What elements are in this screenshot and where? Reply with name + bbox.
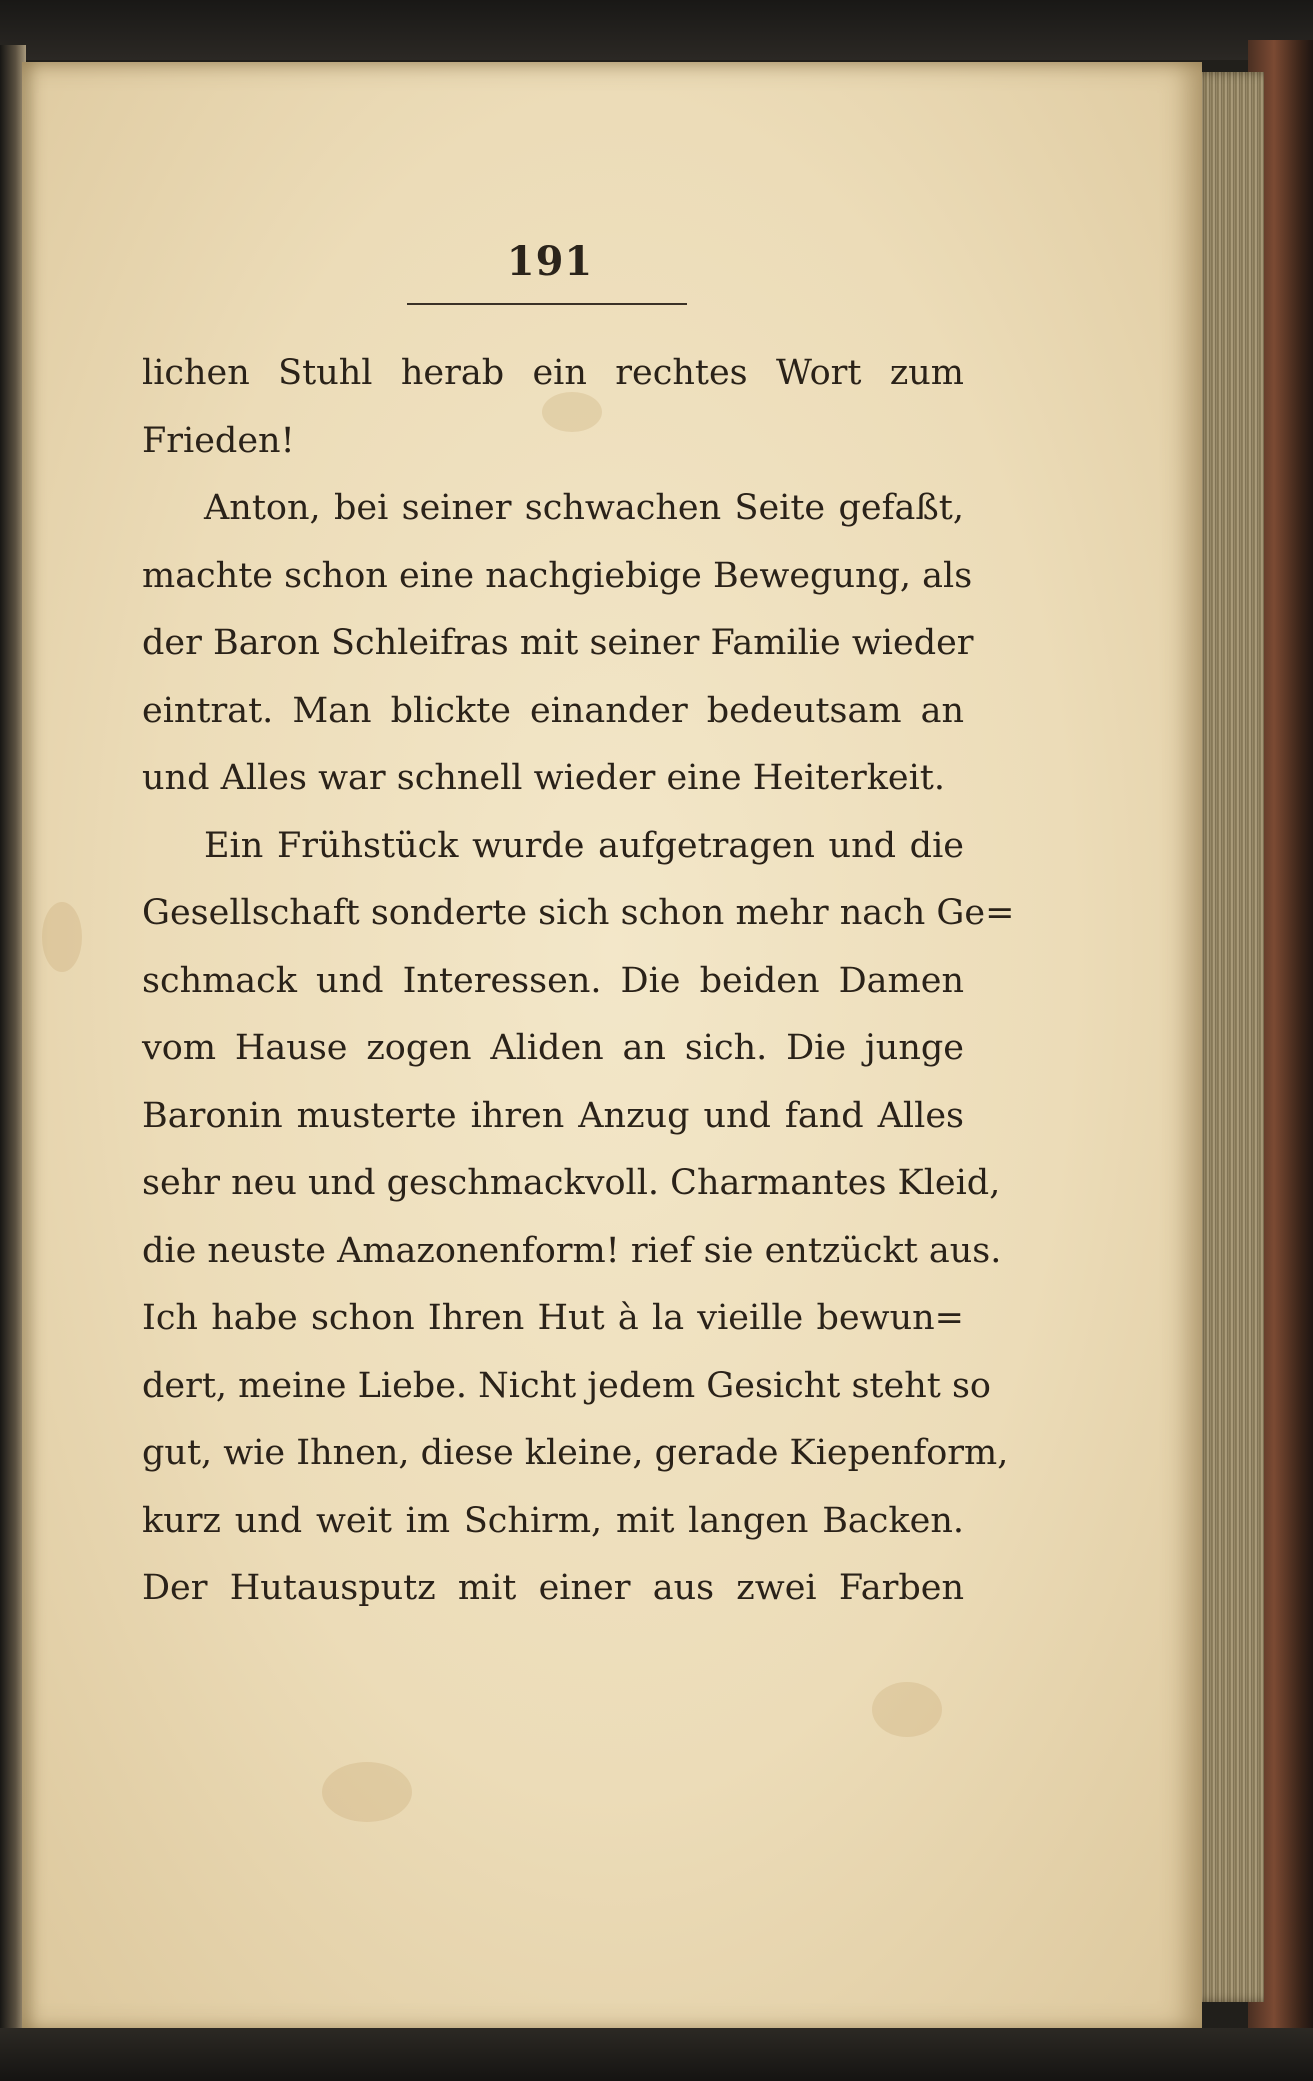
text-line: Gesellschaft sonderte sich schon mehr nach Ge= — [142, 893, 1015, 933]
text-line: kurz und weit im Schirm, mit langen Backen. — [142, 1500, 964, 1541]
header-rule — [407, 303, 687, 305]
text-line: Frieden! — [142, 420, 295, 461]
body-text — [142, 340, 1015, 1623]
text-line: sehr neu und geschmackvoll. Charmantes Kleid, — [142, 1163, 1001, 1203]
text-line: Anton, bei seiner schwachen Seite gefaßt, — [204, 488, 964, 528]
book-cover-top — [0, 0, 1313, 60]
text-line: dert, meine Liebe. Nicht jedem Gesicht steht so — [142, 1365, 991, 1406]
paper-stain — [872, 1682, 942, 1737]
paper-stain — [42, 902, 82, 972]
text-line: vom Hause zogen Aliden an sich. Die junge — [142, 1028, 964, 1068]
text-line: die neuste Amazonenform! rief sie entzückt aus. — [142, 1230, 1002, 1271]
text-line: gut, wie Ihnen, diese kleine, gerade Kiepenform, — [142, 1433, 1009, 1473]
text-line: und Alles war schnell wieder eine Heiterkeit. — [142, 758, 946, 798]
text-line: machte schon eine nachgiebige Bewegung, als — [142, 555, 973, 596]
text-line: der Baron Schleifras mit seiner Familie wieder — [142, 623, 974, 663]
text-line: Ein Frühstück wurde aufgetragen und die — [204, 825, 964, 866]
paper-stain — [322, 1762, 412, 1822]
page-number: 191 — [506, 238, 594, 285]
text-line: eintrat. Man blickte einander bedeutsam an — [142, 690, 964, 731]
text-line: schmack und Interessen. Die beiden Damen — [142, 960, 964, 1001]
text-line: Der Hutausputz mit einer aus zwei Farben — [142, 1568, 964, 1608]
text-line: lichen Stuhl herab ein rechtes Wort zum — [142, 353, 964, 393]
book-cover-bottom — [0, 2028, 1313, 2081]
page-edges — [1192, 72, 1264, 2002]
text-line: Ich habe schon Ihren Hut à la vieille bewun= — [142, 1298, 964, 1338]
text-line: Baronin musterte ihren Anzug und fand Alles — [142, 1095, 964, 1136]
